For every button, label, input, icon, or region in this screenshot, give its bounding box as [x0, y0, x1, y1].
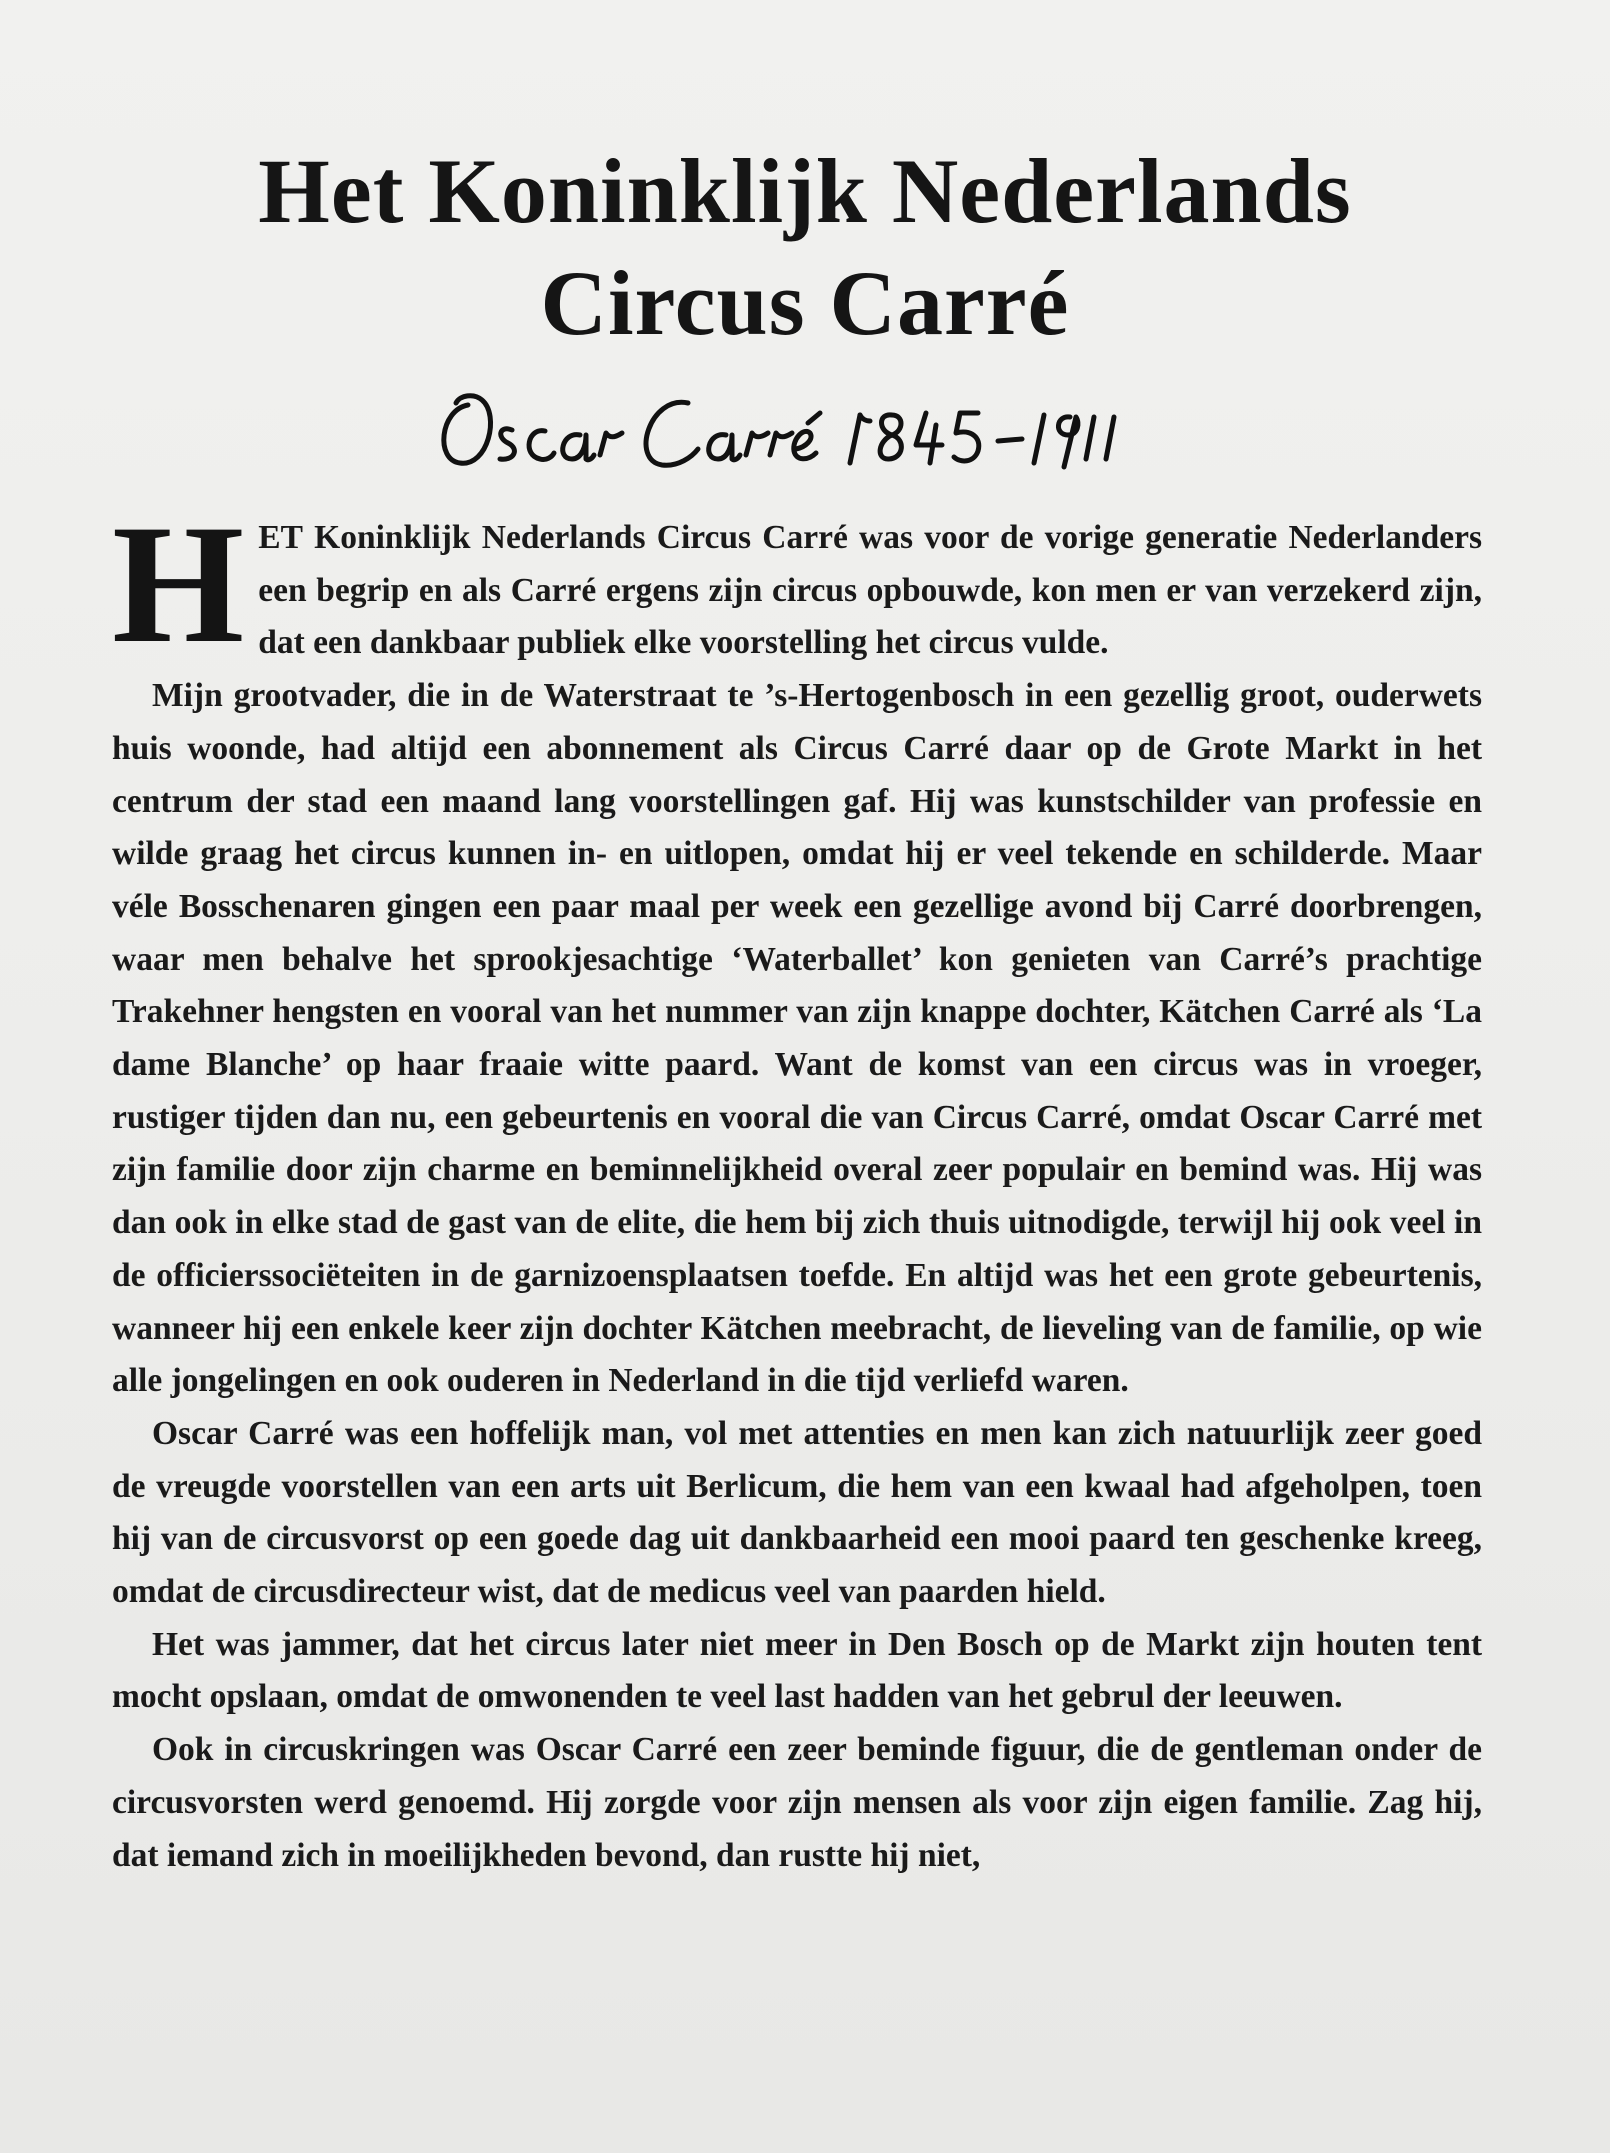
paragraph-1 — [112, 490, 1482, 678]
paragraph-3: Oscar Carré was een hoffelijk man, vol met attenties en men kan zich natuurlijk zeer goed de vreugde voorstellen van een arts uit Berlicum, die hem van een kwaal had afgeholpen, toen hij van de circusvorst op een goede dag uit dankbaarheid een mooi paard ten geschenke kreeg, omdat de circusdirecteur wist, dat de medicus veel van paarden hield. — [112, 1414, 1482, 1611]
page-title: Het Koninklijk Nederlands — [258, 140, 1352, 242]
paragraph-1-text: Koninklijk Nederlands Circus Carré was voor de vorige generatie Nederlanders een begrip en als Carré ergens zijn circus opbouwde, kon men er van verzekerd zijn, dat een dankbaar publiek elke voorstelling het circus vulde. — [258, 519, 1482, 662]
lead-in: ET — [258, 519, 303, 556]
paragraph-2: Mijn grootvader, die in de Waterstraat te ’s-Hertogenbosch in een gezellig groot, ouderwets huis woonde, had altijd een abonnement als Circus Carré daar op de Grote Markt in het centrum der stad een maand lang voorstellingen gaf. Hij was kunstschilder van professie en wilde graag het circus kunnen in- en uitlopen, omdat hij er veel tekende en schilderde. Maar véle Bosschenaren gingen een paar maal per week een gezellige avond bij Carré doorbrengen, waar men behalve het sprookjesachtige ‘Waterballet’ kon genieten van Carré’s prachtige Trakehner hengsten en vooral van het nummer van zijn knappe dochter, Kätchen Carré als ‘La dame Blanche’ op haar fraaie witte paard. Want de komst van een circus was in vroeger, rustiger tijden dan nu, een gebeurtenis en vooral die van Circus Carré, omdat Oscar Carré met zijn familie door zijn charme en beminnelijkheid overal zeer populair en bemind was. Hij was dan ook in elke stad de gast van de elite, die hem bij zich thuis uitnodigde, terwijl hij ook veel in de officierssociëteiten in de garnizoensplaatsen toefde. En altijd was het een grote gebeurtenis, wanneer hij een enkele keer zijn dochter Kätchen meebracht, de lieveling van de familie, op wie alle jongelingen en ook ouderen in Nederland in die tijd verliefd waren. — [112, 677, 1482, 1400]
drop-cap: H — [112, 490, 245, 678]
handwritten-signature — [430, 355, 1130, 495]
paragraph-4: Het was jammer, dat het circus later niet meer in Den Bosch op de Markt zijn houten tent mocht opslaan, omdat de omwonenden te veel last hadden van het gebrul der leeuwen. — [112, 1625, 1482, 1716]
article-body — [112, 490, 1482, 1882]
page-subtitle: Circus Carré — [540, 252, 1070, 354]
signature-drawing — [430, 355, 1130, 495]
paragraph-5: Ook in circuskringen was Oscar Carré een zeer beminde figuur, die de gentleman onder de circusvorsten werd genoemd. Hij zorgde voor zijn mensen als voor zijn eigen familie. Zag hij, dat iemand zich in moeilijkheden bevond, dan rustte hij niet, — [112, 1731, 1482, 1874]
